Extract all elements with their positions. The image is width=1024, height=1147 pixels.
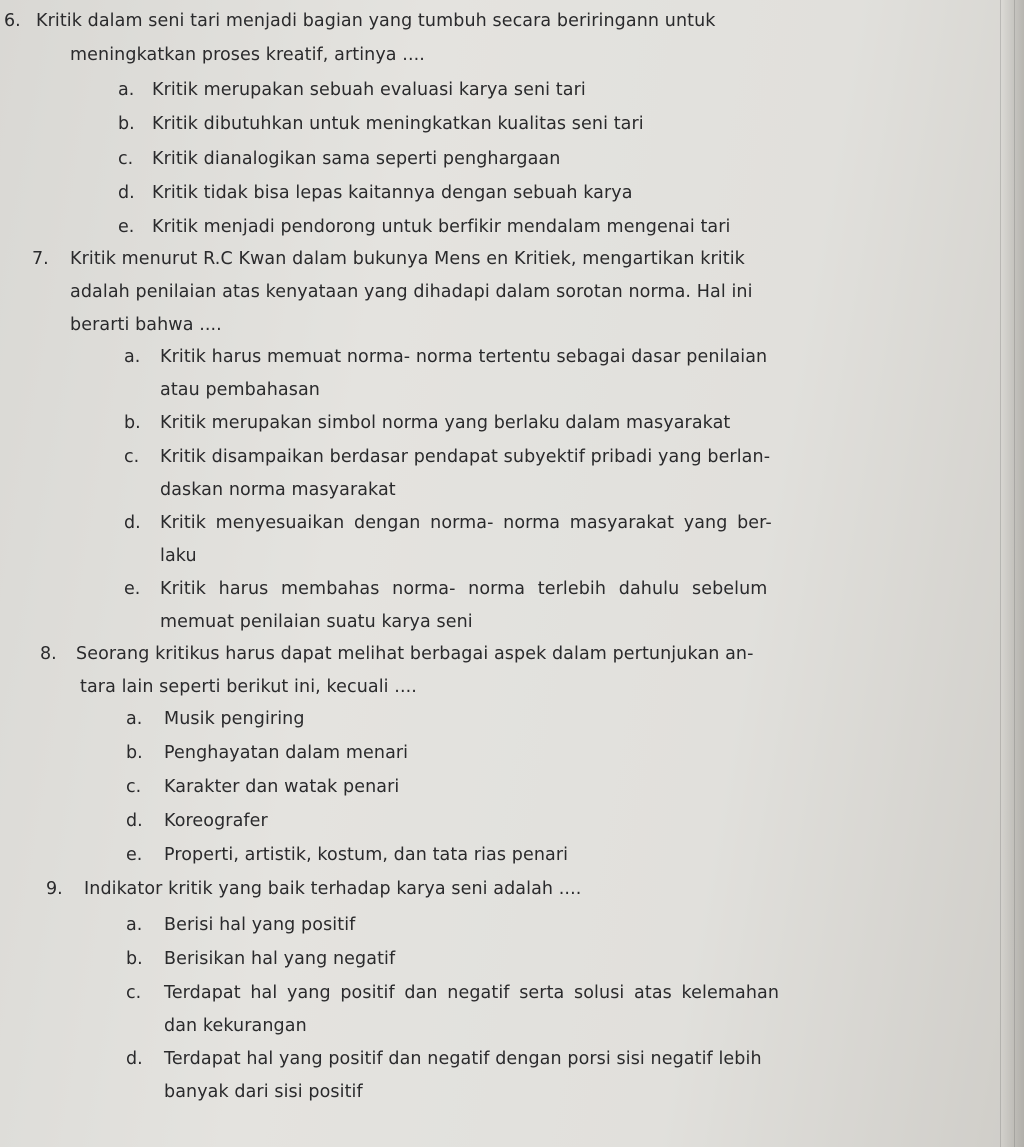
option-text: Koreografer (164, 811, 268, 831)
page-edge-line (1000, 0, 1001, 1147)
option-letter: b. (124, 413, 141, 433)
option-text: dan kekurangan (164, 1016, 307, 1036)
option-text: Properti, artistik, kostum, dan tata rias penari (164, 845, 569, 865)
option-text: Musik pengiring (164, 709, 305, 729)
option-text: Kritik merupakan sebuah evaluasi karya seni tari (152, 80, 586, 100)
option-text: Kritik harus membahas norma- norma terlebih dahulu sebelum (160, 579, 768, 599)
page-edge-line (1014, 0, 1015, 1147)
option-letter: c. (124, 447, 140, 467)
option-text: Berisi hal yang positif (164, 915, 356, 935)
question-stem-line: Kritik menurut R.C Kwan dalam bukunya Mens en Kritiek, mengartikan kritik (70, 249, 745, 269)
question-number: 8. (40, 644, 57, 664)
option-text: atau pembahasan (160, 380, 320, 400)
option-text: Berisikan hal yang negatif (164, 949, 396, 969)
option-letter: d. (124, 513, 141, 533)
question-number: 7. (32, 249, 49, 269)
question-number: 6. (4, 11, 21, 31)
option-letter: e. (118, 217, 135, 237)
option-letter: b. (118, 114, 135, 134)
option-text: Kritik harus memuat norma- norma tertentu sebagai dasar penilaian (160, 347, 768, 367)
option-letter: d. (118, 183, 135, 203)
question-stem-line: Seorang kritikus harus dapat melihat berbagai aspek dalam pertunjukan an- (76, 644, 754, 664)
option-text: daskan norma masyarakat (160, 480, 396, 500)
option-text: Karakter dan watak penari (164, 777, 400, 797)
option-text: Terdapat hal yang positif dan negatif dengan porsi sisi negatif lebih (164, 1049, 762, 1069)
option-letter: c. (118, 149, 134, 169)
option-text: Kritik tidak bisa lepas kaitannya dengan sebuah karya (152, 183, 633, 203)
question-number: 9. (46, 879, 63, 899)
option-letter: a. (126, 915, 143, 935)
option-letter: b. (126, 949, 143, 969)
page-edge-shadow (1002, 0, 1024, 1147)
option-text: Kritik menyesuaikan dengan norma- norma masyarakat yang ber- (160, 513, 772, 533)
option-text: Kritik merupakan simbol norma yang berlaku dalam masyarakat (160, 413, 731, 433)
question-stem-line: Kritik dalam seni tari menjadi bagian yang tumbuh secara beriringann untuk (36, 11, 716, 31)
option-letter: e. (126, 845, 143, 865)
question-stem-line: meningkatkan proses kreatif, artinya .... (70, 45, 425, 65)
option-letter: a. (118, 80, 135, 100)
question-stem-line: berarti bahwa .... (70, 315, 222, 335)
option-text: banyak dari sisi positif (164, 1082, 363, 1102)
option-letter: a. (126, 709, 143, 729)
question-stem-line: adalah penilaian atas kenyataan yang dihadapi dalam sorotan norma. Hal ini (70, 282, 753, 302)
option-text: Kritik menjadi pendorong untuk berfikir mendalam mengenai tari (152, 217, 731, 237)
option-letter: b. (126, 743, 143, 763)
option-letter: c. (126, 983, 142, 1003)
option-text: Kritik dianalogikan sama seperti penghargaan (152, 149, 561, 169)
option-text: Penghayatan dalam menari (164, 743, 409, 763)
option-letter: d. (126, 1049, 143, 1069)
question-stem-line: Indikator kritik yang baik terhadap karya seni adalah .... (84, 879, 582, 899)
option-text: Kritik disampaikan berdasar pendapat subyektif pribadi yang berlan- (160, 447, 771, 467)
option-text: memuat penilaian suatu karya seni (160, 612, 473, 632)
option-text: laku (160, 546, 197, 566)
option-letter: a. (124, 347, 141, 367)
question-stem-line: tara lain seperti berikut ini, kecuali .... (80, 677, 417, 697)
option-text: Terdapat hal yang positif dan negatif serta solusi atas kelemahan (164, 983, 780, 1003)
option-letter: e. (124, 579, 141, 599)
option-letter: c. (126, 777, 142, 797)
option-text: Kritik dibutuhkan untuk meningkatkan kualitas seni tari (152, 114, 644, 134)
option-letter: d. (126, 811, 143, 831)
